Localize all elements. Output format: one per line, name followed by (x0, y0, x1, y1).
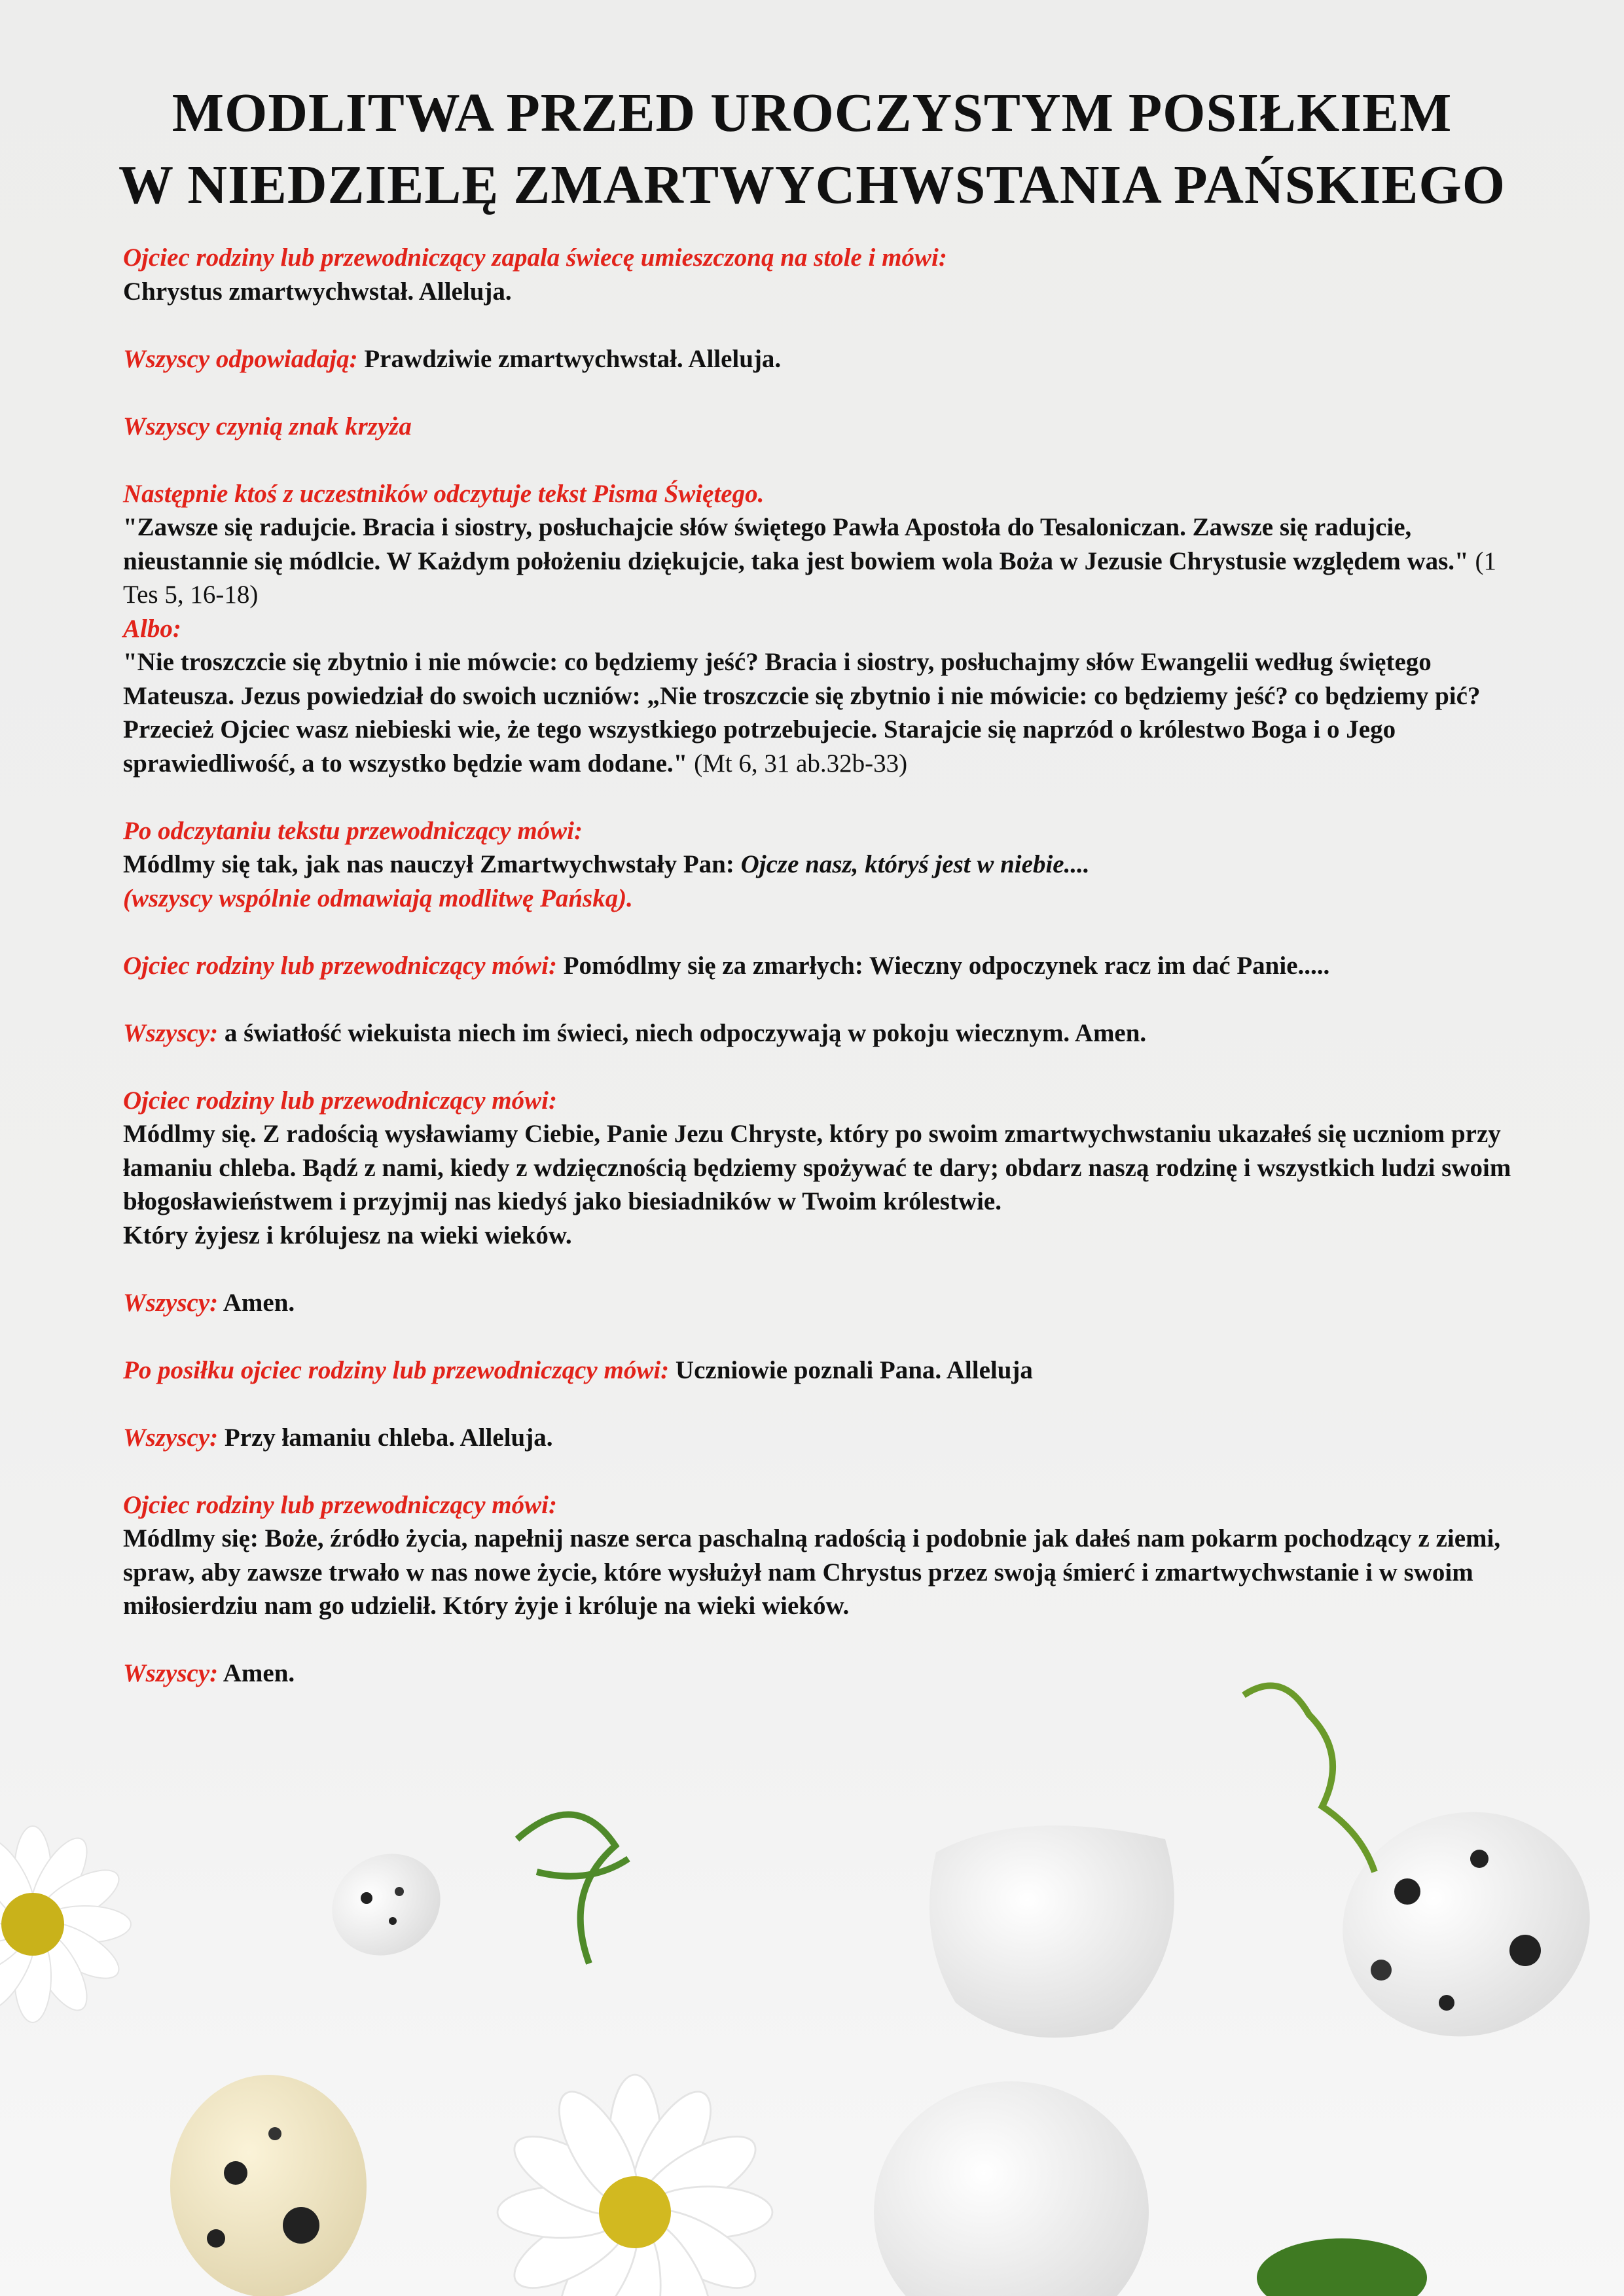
rubric: Po posiłku ojciec rodziny lub przewodniczący mówi: (123, 1355, 670, 1384)
section-after-meal (123, 1354, 1517, 1388)
section-candle (123, 241, 1517, 308)
scripture-reference: (1 Tes 5, 16-18) (123, 547, 1496, 609)
small-speckled-egg (314, 1835, 459, 1975)
rubric: Wszyscy czynią znak krzyża (123, 412, 412, 440)
rubric: Ojciec rodziny lub przewodniczący mówi: (123, 951, 557, 980)
prayer-text: Pomódlmy się za zmarłych: Wieczny odpoczynek racz im dać Panie..... (563, 951, 1330, 980)
title-line-1: MODLITWA PRZED UROCZYSTYM POSIŁKIEM (171, 82, 1453, 143)
rubric: Ojciec rodziny lub przewodniczący mówi: (123, 1490, 557, 1519)
white-egg (874, 2081, 1149, 2296)
prayer-text: Przy łamaniu chleba. Alleluja. (224, 1423, 553, 1452)
rubric: Wszyscy odpowiadają: (123, 344, 358, 373)
title-line-2: W NIEDZIELĘ ZMARTWYCHWSTANIA PAŃSKIEGO (118, 154, 1506, 215)
rubric-alternative: Albo: (123, 614, 181, 643)
rubric: Wszyscy: (123, 1423, 219, 1452)
section-breaking-bread (123, 1421, 1517, 1455)
rubric: Ojciec rodziny lub przewodniczący mówi: (123, 1086, 557, 1115)
prayer-text: a światłość wiekuista niech im świeci, niech odpoczywają w pokoju wiecznym. Amen. (224, 1018, 1147, 1047)
rubric: Wszyscy: (123, 1288, 219, 1317)
rubric: Po odczytaniu tekstu przewodniczący mówi: (123, 816, 583, 845)
rubric: Wszyscy: (123, 1659, 219, 1687)
prayer-content (123, 241, 1517, 1724)
easter-decoration-image (0, 1676, 1624, 2296)
section-closing-prayer (123, 1488, 1517, 1623)
daisy-bottom (497, 2075, 772, 2296)
prayer-ending: Który żyjesz i królujesz na wieki wieków. (123, 1221, 572, 1249)
scripture-reference-alternative: (Mt 6, 31 ab.32b-33) (694, 749, 908, 778)
quail-egg (170, 2075, 367, 2296)
section-response (123, 342, 1517, 376)
moss-sprig-right (1244, 1685, 1375, 1872)
moss-bottom-right (1257, 2238, 1427, 2296)
broken-eggshell (929, 1825, 1174, 2037)
rubric-note: (wszyscy wspólnie odmawiają modlitwę Pańską). (123, 884, 633, 912)
scripture-text: "Zawsze się radujcie. Bracia i siostry, posłuchajcie słów świętego Pawła Apostoła do Tesaloniczan. Zawsze się radujcie, nieustannie się módlcie. W Każdym położeniu dziękujcie, taka jest bowiem wola Boża w Jezusie Chrystusie względem was." (123, 513, 1469, 575)
section-scripture (123, 477, 1517, 781)
speckled-egg-right (1317, 1785, 1615, 2064)
section-amen-1 (123, 1286, 1517, 1320)
moss-sprig-center (517, 1814, 628, 1964)
daisy-left (0, 1826, 131, 2022)
prayer-text: Módlmy się. Z radością wysławiamy Ciebie, Panie Jezu Chryste, który po swoim zmartwychwstaniu ukazałeś się uczniom przy łamaniu chleba. Bądź z nami, kiedy z wdzięcznością będziemy spożywać te dary; obdarz naszą rodzinę i wszystkich ludzi swoim błogosławieństwem i przyjmij nas kiedyś jako biesiadników w Twoim królestwie. (123, 1120, 1511, 1215)
rubric: Wszyscy: (123, 1018, 219, 1047)
prayer-text: Uczniowie poznali Pana. Alleluja (675, 1355, 1033, 1384)
section-blessing (123, 1084, 1517, 1253)
section-our-father (123, 814, 1517, 916)
document-title (0, 77, 1624, 221)
prayer-text: Amen. (223, 1288, 295, 1317)
prayer-text: Módlmy się tak, jak nas nauczył Zmartwychwstały Pan: (123, 850, 734, 878)
prayer-text: Chrystus zmartwychwstał. Alleluja. (123, 277, 512, 306)
prayer-text-italic: Ojcze nasz, któryś jest w niebie.... (740, 850, 1090, 878)
prayer-text: Módlmy się: Boże, źródło życia, napełnij nasze serca paschalną radością i podobnie jak dałeś nam pokarm pochodzący z ziemi, spraw, aby zawsze trwało w nas nowe życie, które wysłużył nam Chrystus przez swoją śmierć i zmartwychwstanie i w swoim miłosierdziu nam go udzielił. Który żyje i króluje na wieki wieków. (123, 1524, 1501, 1620)
prayer-text: Prawdziwie zmartwychwstał. Alleluja. (364, 344, 782, 373)
section-eternal-light (123, 1016, 1517, 1050)
section-sign-of-cross (123, 410, 1517, 444)
prayer-text: Amen. (223, 1659, 295, 1687)
rubric: Ojciec rodziny lub przewodniczący zapala świecę umieszczoną na stole i mówi: (123, 243, 947, 272)
section-deceased (123, 949, 1517, 983)
rubric: Następnie ktoś z uczestników odczytuje tekst Pisma Świętego. (123, 479, 765, 508)
scripture-text-alternative: "Nie troszczcie się zbytnio i nie mówcie: co będziemy jeść? Bracia i siostry, posłuchajmy słów Ewangelii według świętego Mateusza. Jezus powiedział do swoich uczniów: „Nie troszczcie się zbytnio i nie mówicie: co będziemy jeść? co będziemy pić? Przecież Ojciec wasz niebieski wie, że tego wszystkiego potrzebujecie. Starajcie się naprzód o królestwo Boga i o Jego sprawiedliwość, a to wszystko będzie wam dodane." (123, 648, 1481, 778)
